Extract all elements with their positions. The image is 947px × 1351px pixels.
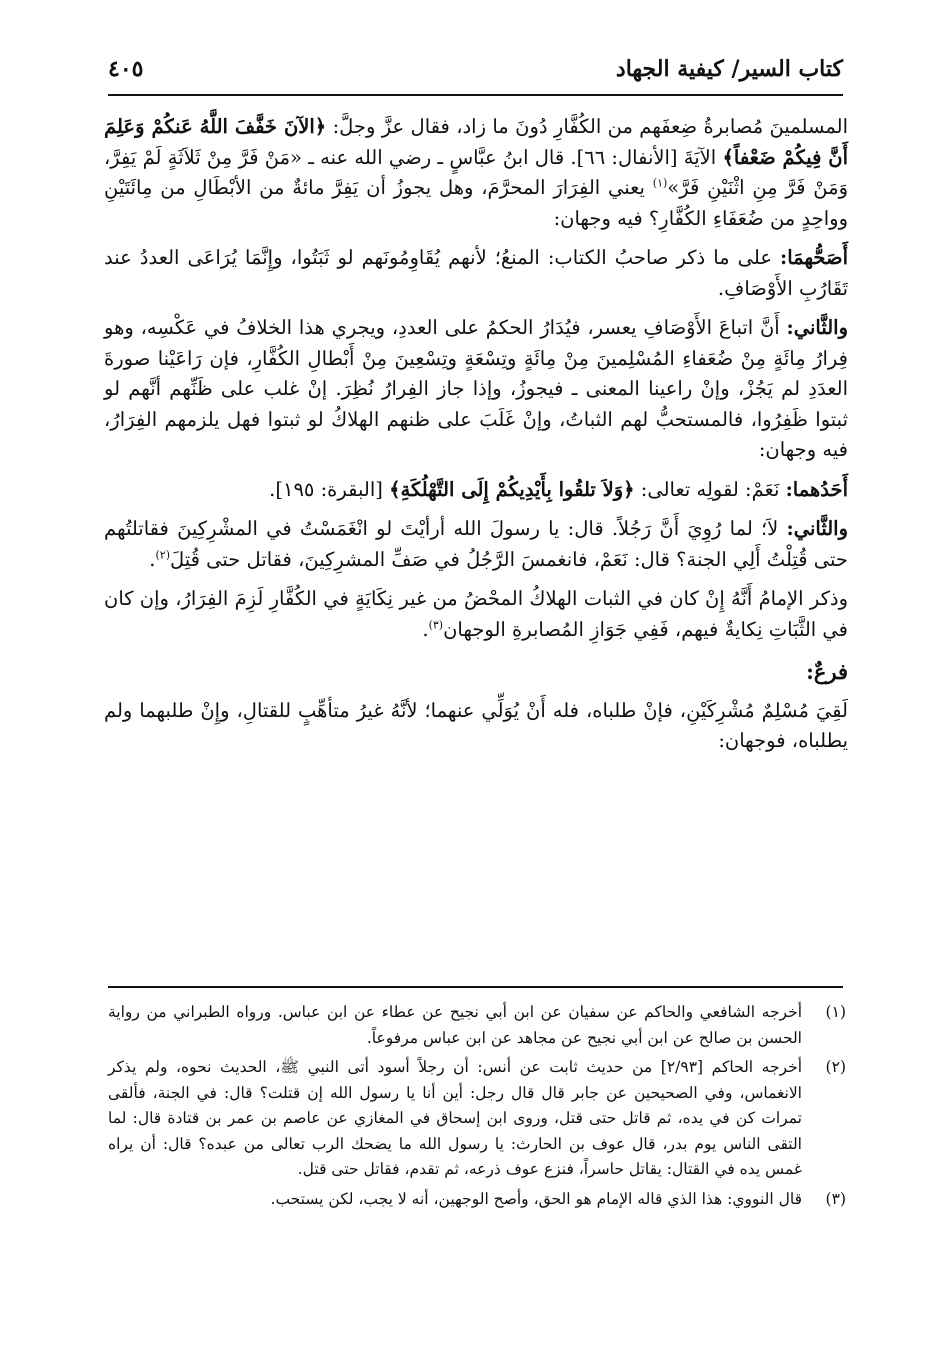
footnote-number: (٣)	[825, 1189, 846, 1208]
section-heading: فرعٌ:	[806, 659, 848, 684]
paragraph-6	[104, 584, 848, 645]
paragraph-text: المسلمينَ مُصابرةُ ضِعفَهم من الكُفَّارِ دُونَ ما زاد، فقال عزَّ وجلَّ:	[326, 115, 848, 138]
footnotes	[108, 1000, 846, 1216]
paragraph-text: .	[422, 617, 429, 641]
footnote	[108, 1187, 846, 1213]
paragraph-lead: أَصَحُّهمَا:	[780, 246, 848, 269]
footnote-marker: (١)	[652, 176, 668, 190]
paragraph-text: على ما ذكر صاحبُ الكتاب: المنعُ؛ لأنهم يُقَاوِمُونَهم لو ثَبَتُوا، وإِنَّمَا يُرَاعَى العددُ عند تَقَارُبِ الأَوْصَافِ.	[104, 246, 848, 300]
paragraph-text: الآيَةَ [الأنفال: ٦٦]. قال ابنُ عبَّاسٍ ـ رضي الله عنه ـ «مَنْ فَرَّ مِنْ ثَلاَثَةٍ لَمْ يَفِرَّ، وَمَنْ فَرَّ مِنِ اثْنَيْنِ فَرَّ»	[104, 145, 848, 199]
paragraph-text: لاَ؛ لما رُوِيَ أَنَّ رَجُلاً. قال: يا رسولَ الله أرأيْتَ لو انْغَمَسْتُ في المشْرِكِينَ فقاتلتُهم حتى قُتِلْتُ أَلِي الجنة؟ قال: نَعَمْ، فانغمسَ الرَّجُلُ في صَفِّ المشرِكِينَ، فقاتل حتى قُتِلَ	[104, 517, 848, 571]
footnote	[108, 1055, 846, 1183]
paragraph-1	[104, 112, 848, 234]
paragraph-7	[104, 696, 848, 757]
main-text	[104, 112, 848, 766]
paragraph-lead: والثَّاني:	[786, 316, 848, 339]
header-title: كتاب السير/ كيفية الجهاد	[615, 56, 843, 82]
paragraph-text: [البقرة: ١٩٥].	[269, 477, 390, 501]
paragraph-text: أَنَّ اتباعَ الأَوْصَافِ يعسر، فيُدَارُ الحكمُ على العددِ، ويجري هذا الخلافُ في عَكْسِه، وهو فِرارُ مِائَةٍ مِنْ ضُعَفاءِ المُسْلِمينَ مِنْ مِائَةٍ وتِسْعَةٍ وتِسْعِينَ مِنْ أَبْطالِ الكُفَّارِ، فإن رَاعَيْنا صورةَ العدَدِ لم يَجُزْ، وإنْ راعينا المعنى ـ فيجوزُ، وإذا جاز الفِرارُ نُظِرَ. إنْ غلب على ظَنِّهم أنَّهم لو ثبتوا ظَفِرُوا، فالمستحبُّ لهم الثباتُ، وإنْ غَلَبَ على ظنهم الهلاكُ لو ثبتوا فهل يلزمهم الفِرَارُ، فيه وجهان:	[104, 316, 848, 461]
footnote	[108, 1000, 846, 1051]
paragraph-text: .	[149, 547, 156, 571]
paragraph-lead: أَحَدُهما:	[785, 477, 848, 501]
footnote-number: (٢)	[825, 1058, 846, 1076]
running-header	[108, 54, 843, 96]
paragraph-text: نَعَمْ: لقولِه تعالى:	[634, 477, 786, 501]
paragraph-lead: والثَّاني:	[786, 517, 848, 540]
quran-verse: ﴿الآنَ خَفَّفَ اللَّهُ عَنكُمْ وَعَلِمَ أَنَّ فِيكُمْ ضَعْفاً﴾	[104, 115, 848, 169]
footnote-text: قال النووي: هذا الذي قاله الإمام هو الحق، وأصح الوجهين، أنه لا يجب، لكن يستحب.	[270, 1189, 802, 1208]
page-number: ٤٠٥	[108, 56, 144, 82]
paragraph-4	[104, 475, 848, 506]
paragraph-5	[104, 514, 848, 575]
paragraph-text: يعني الفِرَارَ المحرَّمَ، وهل يجوزُ أن يَفِرَّ مائةٌ من الأبْطَالِ من مِائَتَيْنِ وواحِدٍ من ضُعَفَاءِ الكُفَّارِ؟ فيه وجهان:	[104, 176, 848, 230]
paragraph-text: لَقِيَ مُسْلِمٌ مُشْرِكَيْنِ، فإنْ طلباه، فله أَنْ يُوَلِّي عنهما؛ لأنَّهُ غيرُ متأهِّبٍ للقتالِ، وإِنْ طلبهما ولم يطلباه، فوجهان:	[104, 698, 848, 752]
footnote-text: أخرجه الحاكم [٢/٩٣] من حديث ثابت عن أنس: أن رجلاً أسود أتى النبي ﷺ، الحديث نحوه، ولم يذكر الانغماس، وفي الصحيحين عن جابر قال قال رجل: أين أنا يا رسول الله إن قتلت؟ قال: في الجنة، فألقى تمرات كن في يده، ثم قاتل حتى قتل، وروى ابن إسحاق في المغازي عن عاصم بن عمر بن قتادة قال: لما التقى الناس يوم بدر، قال عوف بن الحارث: يا رسول الله ما يضحك الرب تعالى من عبده؟ قال: أن يراه غمس يده في القتال: يقاتل حاسراً، فنزع عوف ذرعه، ثم تقدم، فقاتل حتى قتل.	[108, 1058, 802, 1178]
footnote-separator	[108, 986, 843, 988]
paragraph-3	[104, 313, 848, 466]
paragraph-2	[104, 243, 848, 304]
footnote-marker: (٣)	[428, 618, 444, 631]
footnote-marker: (٢)	[155, 548, 170, 561]
quran-verse: ﴿وَلاَ تلقُوا بِأَيْدِيكُمْ إِلَى التَّهْلُكَةِ﴾	[389, 477, 635, 501]
footnote-number: (١)	[825, 1003, 846, 1021]
footnote-text: أخرجه الشافعي والحاكم عن سفيان عن ابن أبي نجيح عن عطاء عن ابن عباس. ورواه الطبراني من رواية الحسن بن صالح عن ابن أبي نجيح عن مجاهد عن ابن عباس مرفوعاً.	[108, 1003, 802, 1047]
paragraph-text: وذكر الإمامُ أَنَّهُ إِنْ كان في الثبات الهلاكُ المحْضُ من غير نِكَايَةٍ في الكُفَّارِ لَزِمَ الفِرَارُ، وإن كان في الثَّبَاتِ نِكايةٌ فيهم، فَفِي جَوَازِ المُصابرةِ الوجهان	[104, 587, 848, 641]
